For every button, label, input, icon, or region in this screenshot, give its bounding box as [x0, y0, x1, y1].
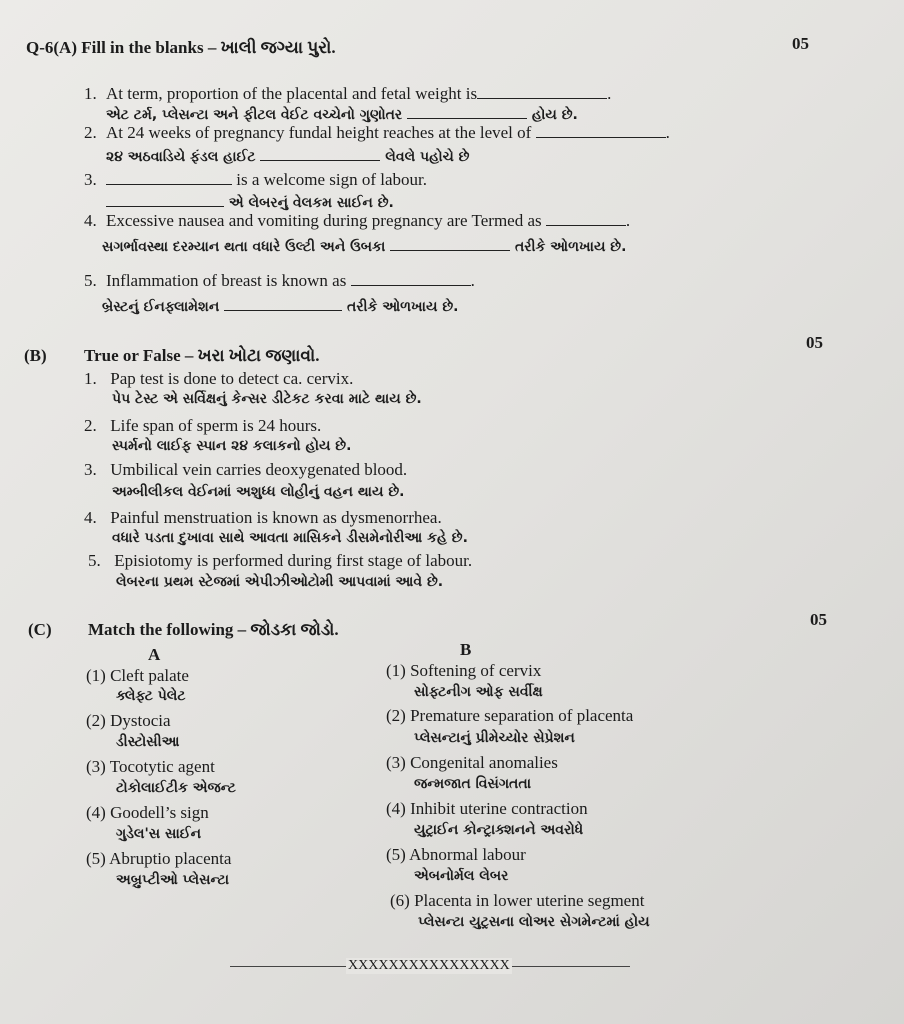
match-b-item-3-gujarati: જન્મજાત વિસંગતતા	[414, 776, 532, 792]
match-a-item-2-gujarati: ડીસ્ટોસીઆ	[116, 734, 180, 750]
match-b-item-5: (5) Abnormal labour	[386, 845, 526, 864]
match-a-item-4: (4) Goodell’s sign	[86, 803, 209, 822]
section-a-marks: 05	[792, 34, 809, 53]
fill-blank-item-1: 1. At term, proportion of the placental and fetal weight is .	[84, 84, 612, 103]
true-false-item-4: 4. Painful menstruation is known as dysmenorrhea.	[84, 508, 442, 527]
match-a-item-5: (5) Abruptio placenta	[86, 849, 232, 868]
footer-end-marker: XXXXXXXXXXXXXXXX	[348, 958, 510, 973]
match-b-item-1-gujarati: સોફ્ટનીગ ઓફ સર્વીક્ષ	[414, 684, 543, 700]
column-a-header: A	[148, 645, 161, 664]
match-b-item-1: (1) Softening of cervix	[386, 661, 542, 680]
fill-blank-item-4: 4. Excessive nausea and vomiting during pregnancy are Termed as .	[84, 211, 631, 230]
match-a-item-3: (3) Tocotytic agent	[86, 757, 215, 776]
match-a-item-1-gujarati: ક્લેફ્ટ પેલેટ	[116, 688, 186, 704]
true-false-item-5-gujarati: લેબરના પ્રથમ સ્ટેજમાં એપીઝીઓટોમી આપવામાં આવે છે.	[116, 574, 444, 590]
fill-blank-item-2: 2. At 24 weeks of pregnancy fundal height reaches at the level of .	[84, 123, 670, 142]
fill-blank-item-1-gujarati: એટ ટર્મ, પ્લેસન્ટા અને ફીટલ વેઈટ વચ્ચેનો ગુણોતર હોય છે.	[106, 104, 578, 123]
section-b-heading: True or False – ખરા ખોટા જણાવો.	[84, 346, 320, 365]
fill-blank-item-5-gujarati: બ્રેસ્ટનું ઈનફ્લામેશન તરીકે ઓળખાય છે.	[102, 296, 458, 315]
true-false-item-4-gujarati: વધારે પડતા દુખાવા સાથે આવતા માસિકને ડીસમેનોરીઆ કહે છે.	[112, 530, 468, 546]
fill-blank-item-4-gujarati: સગર્ભાવસ્થા દરમ્યાન થતા વધારે ઉલ્ટી અને ઉબકા તરીકે ઓળખાય છે.	[102, 236, 626, 255]
section-c-marks: 05	[810, 610, 827, 629]
match-a-item-2: (2) Dystocia	[86, 711, 171, 730]
section-c-heading: Match the following – જોડકા જોડો.	[88, 620, 339, 639]
match-a-item-1: (1) Cleft palate	[86, 666, 189, 685]
section-a-heading: Q-6(A) Fill in the blanks – ખાલી જગ્યા પુરો.	[26, 38, 336, 57]
true-false-item-1-gujarati: પેપ ટેસ્ટ એ સર્વિક્ષનું કેન્સર ડીટેકટ કરવા માટે થાય છે.	[112, 391, 422, 407]
section-c-label: (C)	[28, 620, 52, 639]
true-false-item-3-gujarati: અમ્બીલીકલ વેઈનમાં અશુધ્ધ લોહીનું વહન થાય છે.	[112, 484, 405, 500]
fill-blank-item-2-gujarati: ૨૪ અઠવાડિયે ફંડલ હાઈટ લેવલે પહોચે છે	[106, 146, 469, 165]
true-false-item-1: 1. Pap test is done to detect ca. cervix.	[84, 369, 354, 388]
match-b-item-6-gujarati: પ્લેસન્ટા યુટ્રસના લોઅર સેગમેન્ટમાં હોય	[418, 914, 650, 930]
match-b-item-4-gujarati: યુટ્રાઈન કોન્ટ્રાક્શનને અવરોધે	[414, 822, 584, 838]
match-a-item-4-gujarati: ગુડેલ'સ સાઈન	[116, 826, 201, 842]
match-b-item-6: (6) Placenta in lower uterine segment	[390, 891, 645, 910]
match-b-item-4: (4) Inhibit uterine contraction	[386, 799, 588, 818]
match-b-item-5-gujarati: એબનોર્મલ લેબર	[414, 868, 509, 884]
match-b-item-3: (3) Congenital anomalies	[386, 753, 558, 772]
match-a-item-5-gujarati: અબ્રુપ્ટીઓ પ્લેસન્ટા	[116, 872, 230, 888]
match-b-item-2-gujarati: પ્લેસન્ટાનું પ્રીમેચ્યોર સેપ્રેશન	[414, 730, 575, 746]
true-false-item-2-gujarati: સ્પર્મનો લાઈફ સ્પાન ૨૪ કલાકનો હોય છે.	[112, 438, 352, 454]
fill-blank-item-5: 5. Inflammation of breast is known as .	[84, 271, 475, 290]
column-b-header: B	[460, 640, 472, 659]
true-false-item-5: 5. Episiotomy is performed during first stage of labour.	[88, 551, 473, 570]
match-a-item-3-gujarati: ટોકોલાઈટીક એજન્ટ	[116, 780, 236, 796]
section-b-label: (B)	[24, 346, 47, 365]
fill-blank-item-3-gujarati: એ લેબરનું વેલકમ સાઈન છે.	[106, 192, 394, 211]
section-b-marks: 05	[806, 333, 823, 352]
fill-blank-item-3: 3. is a welcome sign of labour.	[84, 170, 427, 189]
match-b-item-2: (2) Premature separation of placenta	[386, 706, 634, 725]
true-false-item-3: 3. Umbilical vein carries deoxygenated blood.	[84, 460, 408, 479]
true-false-item-2: 2. Life span of sperm is 24 hours.	[84, 416, 322, 435]
